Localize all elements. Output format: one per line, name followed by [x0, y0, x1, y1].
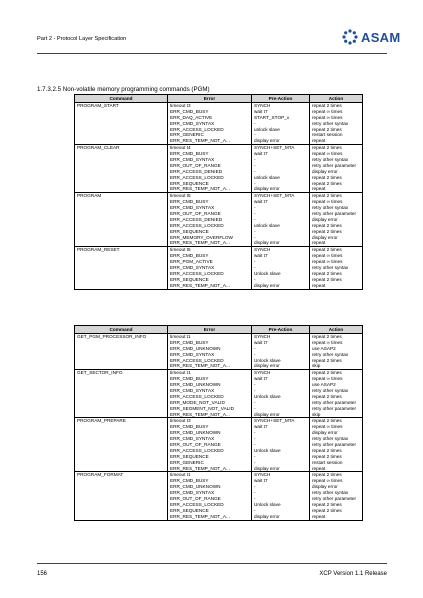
- action-line: retry other syntax: [312, 436, 349, 442]
- pre-action-line: -: [254, 205, 256, 211]
- footer-rule: [37, 563, 387, 564]
- pre-action-line: -: [254, 162, 256, 168]
- error-line: ERR_CMD_BUSY: [170, 478, 209, 484]
- pre-action-line: Unlock slave: [254, 501, 281, 507]
- error-line: ERR_MODE_NOT_VALID: [170, 399, 225, 405]
- error-line: ERR_OUT_OF_RANGE: [170, 496, 221, 502]
- error-line: ERR_DAQ_ACTIVE: [170, 114, 213, 120]
- error-cell: [168, 418, 252, 472]
- error-line: ERR_GENERIC: [170, 459, 204, 465]
- col-header-command: Command: [75, 326, 168, 334]
- command-cell: PROGRAM_PREPARE: [75, 418, 168, 472]
- pre-action-line: unlock slave: [254, 126, 280, 132]
- action-line: repeat 2 times: [312, 453, 342, 459]
- error-line: timeout t5: [170, 247, 191, 253]
- error-line: ERR_ACCESS_LOCKED: [170, 222, 224, 228]
- error-line: timeout t1: [170, 334, 191, 339]
- pre-action-line: -: [254, 399, 256, 405]
- error-line: ERR_CMD_SYNTAX: [170, 157, 215, 163]
- pre-action-line: display error: [254, 186, 280, 192]
- action-line: repeat: [312, 282, 326, 288]
- error-line: ERR_ACCESS_DENIED: [170, 216, 223, 222]
- error-line: ERR_CMD_SYNTAX: [170, 265, 215, 271]
- command-cell: GET_PGM_PROCESSOR_INFO: [75, 334, 168, 370]
- section-heading: 1.7.3.2.5 Non-volatile memory programming commands (PGM): [37, 86, 210, 93]
- pre-action-line: SYNCH: [254, 103, 271, 108]
- pre-action-line: SYNCH+SET_MTA: [254, 145, 295, 151]
- action-line: repeat 2 times: [312, 370, 342, 376]
- pre-action-line: unlock slave: [254, 222, 280, 228]
- pre-action-line: -: [254, 180, 256, 186]
- error-line: ERR_CMD_BUSY: [170, 376, 209, 382]
- pre-action-line: SYNCH: [254, 247, 271, 253]
- action-line: restart session: [312, 459, 343, 465]
- error-line: ERR_CMD_BUSY: [170, 339, 209, 345]
- action-line: repeat 2 times: [312, 393, 342, 399]
- pre-action-line: SYNCH+SET_MTA: [254, 193, 295, 199]
- error-line: ERR_PGM_ACTIVE: [170, 259, 213, 265]
- action-line: repeat 2 times: [312, 103, 342, 108]
- action-line: retry other parameter: [312, 162, 357, 168]
- pre-action-line: wait t7: [254, 253, 268, 259]
- action-line: use ASAP2: [312, 382, 336, 388]
- error-line: ERR_RES_TEMP_NOT_A...: [170, 240, 230, 246]
- pgm-commands-table-2: [74, 325, 363, 521]
- error-line: ERR_RES_TEMP_NOT_A...: [170, 186, 230, 192]
- error-line: timeout t3: [170, 418, 191, 424]
- error-line: ERR_CMD_SYNTAX: [170, 205, 215, 211]
- col-header-error: Error: [168, 326, 252, 334]
- pre-action-line: -: [254, 484, 256, 490]
- action-line: retry other parameter: [312, 496, 357, 502]
- pre-action-line: wait t7: [254, 151, 268, 157]
- asam-logo: [342, 29, 400, 45]
- error-line: ERR_CMD_UNKNOWN: [170, 382, 221, 388]
- pre-action-line: display error: [254, 282, 280, 288]
- pre-action-line: display error: [254, 465, 280, 471]
- action-line: repeat 2 times: [312, 193, 342, 199]
- pgm-commands-table-1: [74, 94, 363, 290]
- error-line: ERR_CMD_BUSY: [170, 151, 209, 157]
- error-line: ERR_ACCESS_LOCKED: [170, 501, 224, 507]
- table-row: [75, 103, 363, 145]
- pre-action-line: -: [254, 168, 256, 174]
- pre-action-line: -: [254, 388, 256, 394]
- header-rule: [37, 53, 387, 54]
- error-line: ERR_CMD_SYNTAX: [170, 351, 215, 357]
- error-cell: [168, 472, 252, 520]
- action-line: repeat ∞ times: [312, 253, 343, 259]
- error-line: ERR_ACCESS_LOCKED: [170, 393, 224, 399]
- error-line: ERR_ACCESS_LOCKED: [170, 447, 224, 453]
- pre-action-line: -: [254, 132, 256, 138]
- action-line: display error: [312, 168, 338, 174]
- pre-action-line: wait t7: [254, 339, 268, 345]
- action-cell: [310, 418, 363, 472]
- error-line: ERR_SEQUENCE: [170, 453, 209, 459]
- action-line: skip: [312, 363, 321, 369]
- action-line: retry other parameter: [312, 399, 357, 405]
- action-line: repeat ∞ times: [312, 424, 343, 430]
- pre-action-line: -: [254, 157, 256, 163]
- pre-action-cell: [252, 334, 310, 370]
- action-cell: [310, 145, 363, 193]
- action-line: repeat: [312, 240, 326, 246]
- error-line: ERR_RES_TEMP_NOT_A...: [170, 513, 230, 519]
- error-line: ERR_CMD_SYNTAX: [170, 436, 215, 442]
- error-line: ERR_OUT_OF_RANGE: [170, 162, 221, 168]
- error-line: ERR_MEMORY_OVERFLOW: [170, 234, 233, 240]
- action-line: repeat ∞ times: [312, 339, 343, 345]
- action-line: repeat ∞ times: [312, 376, 343, 382]
- table-row: [75, 145, 363, 193]
- asam-logo-text: ASAM: [361, 29, 401, 45]
- error-line: timeout t4: [170, 145, 191, 151]
- error-line: ERR_ACCESS_LOCKED: [170, 270, 224, 276]
- table-row: [75, 472, 363, 520]
- error-line: ERR_GENERIC: [170, 132, 204, 138]
- pre-action-line: -: [254, 211, 256, 217]
- pre-action-line: -: [254, 442, 256, 448]
- error-line: ERR_SEQUENCE: [170, 507, 209, 513]
- error-line: ERR_RES_TEMP_NOT_A...: [170, 363, 230, 369]
- action-cell: [310, 247, 363, 289]
- error-line: ERR_RES_TEMP_NOT_A...: [170, 138, 230, 144]
- error-line: ERR_OUT_OF_RANGE: [170, 211, 221, 217]
- action-line: retry other syntax: [312, 388, 349, 394]
- error-line: ERR_CMD_SYNTAX: [170, 388, 215, 394]
- action-line: repeat ∞ times: [312, 199, 343, 205]
- table-row: [75, 418, 363, 472]
- table-row: [75, 370, 363, 418]
- pre-action-line: SYNCH: [254, 472, 271, 478]
- action-line: display error: [312, 216, 338, 222]
- action-line: repeat ∞ times: [312, 478, 343, 484]
- error-line: ERR_ACCESS_LOCKED: [170, 357, 224, 363]
- pre-action-line: wait t7: [254, 478, 268, 484]
- action-line: retry other parameter: [312, 211, 357, 217]
- error-line: ERR_SEQUENCE: [170, 180, 209, 186]
- pre-action-line: SYNCH+SET_MTA: [254, 418, 295, 424]
- action-line: display error: [312, 430, 338, 436]
- action-line: repeat: [312, 465, 326, 471]
- pre-action-line: display error: [254, 138, 280, 144]
- action-line: retry other syntax: [312, 265, 349, 271]
- action-cell: [310, 103, 363, 145]
- asam-logo-icon: [342, 29, 358, 45]
- command-cell: PROGRAM: [75, 193, 168, 247]
- pre-action-line: -: [254, 228, 256, 234]
- col-header-action: Action: [310, 326, 363, 334]
- error-cell: [168, 193, 252, 247]
- action-line: retry other parameter: [312, 405, 357, 411]
- action-line: repeat ∞ times: [312, 108, 343, 114]
- error-cell: [168, 103, 252, 145]
- pre-action-cell: [252, 370, 310, 418]
- pre-action-line: wait t7: [254, 424, 268, 430]
- error-line: ERR_CMD_BUSY: [170, 108, 209, 114]
- action-line: skip: [312, 411, 321, 417]
- pre-action-line: START_STOP_x: [254, 114, 290, 120]
- action-line: display error: [312, 234, 338, 240]
- pre-action-cell: [252, 247, 310, 289]
- pre-action-line: Unlock slave: [254, 447, 281, 453]
- action-line: use ASAP2: [312, 345, 336, 351]
- pre-action-line: -: [254, 234, 256, 240]
- pre-action-line: -: [254, 405, 256, 411]
- action-line: repeat 2 times: [312, 507, 342, 513]
- action-line: repeat ∞ times: [312, 151, 343, 157]
- error-cell: [168, 334, 252, 370]
- error-line: ERR_CMD_SYNTAX: [170, 120, 215, 126]
- action-line: repeat 2 times: [312, 270, 342, 276]
- pre-action-cell: [252, 418, 310, 472]
- pre-action-line: -: [254, 276, 256, 282]
- error-line: ERR_CMD_UNKNOWN: [170, 484, 221, 490]
- action-line: retry other parameter: [312, 442, 357, 448]
- error-line: ERR_ACCESS_LOCKED: [170, 126, 224, 132]
- error-line: ERR_SEGMENT_NOT_VALID: [170, 405, 234, 411]
- col-header-error: Error: [168, 95, 252, 103]
- col-header-action: Action: [310, 95, 363, 103]
- pre-action-line: unlock slave: [254, 174, 280, 180]
- pre-action-line: -: [254, 490, 256, 496]
- pre-action-line: -: [254, 259, 256, 265]
- action-cell: [310, 334, 363, 370]
- pre-action-line: -: [254, 459, 256, 465]
- error-line: timeout t3: [170, 103, 191, 108]
- error-line: ERR_CMD_UNKNOWN: [170, 345, 221, 351]
- action-line: retry other syntax: [312, 120, 349, 126]
- error-line: ERR_OUT_OF_RANGE: [170, 442, 221, 448]
- pre-action-line: -: [254, 453, 256, 459]
- error-line: timeout t1: [170, 370, 191, 376]
- pre-action-line: Unlock slave: [254, 270, 281, 276]
- action-line: repeat 2 times: [312, 334, 342, 339]
- pre-action-cell: [252, 472, 310, 520]
- table-row: [75, 334, 363, 370]
- error-line: ERR_CMD_SYNTAX: [170, 490, 215, 496]
- action-line: repeat ∞ times: [312, 259, 343, 265]
- action-line: repeat: [312, 186, 326, 192]
- pre-action-line: display error: [254, 513, 280, 519]
- release-label: XCP Version 1.1 Release: [319, 571, 387, 577]
- action-line: retry other syntax: [312, 490, 349, 496]
- command-cell: GET_SECTOR_INFO: [75, 370, 168, 418]
- action-line: retry other syntax: [312, 157, 349, 163]
- table-row: [75, 247, 363, 289]
- action-cell: [310, 193, 363, 247]
- error-line: ERR_SEQUENCE: [170, 228, 209, 234]
- col-header-pre-action: Pre-Action: [252, 326, 310, 334]
- action-line: repeat: [312, 513, 326, 519]
- action-line: repeat 2 times: [312, 180, 342, 186]
- error-line: ERR_RES_TEMP_NOT_A...: [170, 465, 230, 471]
- error-line: ERR_CMD_BUSY: [170, 199, 209, 205]
- action-line: restart session: [312, 132, 343, 138]
- pre-action-line: -: [254, 265, 256, 271]
- action-line: repeat 2 times: [312, 222, 342, 228]
- error-cell: [168, 247, 252, 289]
- error-cell: [168, 370, 252, 418]
- command-cell: PROGRAM_START: [75, 103, 168, 145]
- pre-action-line: display error: [254, 363, 280, 369]
- command-cell: PROGRAM_FORMAT: [75, 472, 168, 520]
- action-line: repeat 2 times: [312, 276, 342, 282]
- action-line: repeat 2 times: [312, 472, 342, 478]
- error-line: ERR_ACCESS_DENIED: [170, 168, 223, 174]
- error-line: ERR_RES_TEMP_NOT_A...: [170, 282, 230, 288]
- col-header-pre-action: Pre-Action: [252, 95, 310, 103]
- table-row: [75, 193, 363, 247]
- document-part-title: Part 2 - Protocol Layer Specification: [37, 36, 127, 42]
- pre-action-line: -: [254, 507, 256, 513]
- action-line: repeat 2 times: [312, 174, 342, 180]
- page-number: 156: [37, 571, 48, 577]
- pre-action-line: Unlock slave: [254, 393, 281, 399]
- pre-action-line: wait t7: [254, 199, 268, 205]
- action-line: repeat 2 times: [312, 145, 342, 151]
- pre-action-line: display error: [254, 240, 280, 246]
- action-cell: [310, 370, 363, 418]
- action-line: retry other syntax: [312, 205, 349, 211]
- pre-action-line: -: [254, 496, 256, 502]
- pre-action-line: Unlock slave: [254, 357, 281, 363]
- pre-action-line: -: [254, 351, 256, 357]
- pre-action-cell: [252, 193, 310, 247]
- error-line: ERR_CMD_BUSY: [170, 424, 209, 430]
- pre-action-line: -: [254, 120, 256, 126]
- pre-action-line: -: [254, 436, 256, 442]
- error-line: ERR_ACCESS_LOCKED: [170, 174, 224, 180]
- action-line: display error: [312, 484, 338, 490]
- pre-action-line: SYNCH: [254, 334, 271, 339]
- action-line: repeat: [312, 138, 326, 144]
- col-header-command: Command: [75, 95, 168, 103]
- pre-action-line: -: [254, 345, 256, 351]
- action-line: repeat ∞ times: [312, 114, 343, 120]
- action-line: repeat 2 times: [312, 126, 342, 132]
- action-line: repeat 2 times: [312, 501, 342, 507]
- action-line: retry other syntax: [312, 351, 349, 357]
- pre-action-cell: [252, 103, 310, 145]
- action-line: repeat 2 times: [312, 247, 342, 253]
- error-line: ERR_SEQUENCE: [170, 276, 209, 282]
- error-line: ERR_CMD_UNKNOWN: [170, 430, 221, 436]
- action-line: repeat 2 times: [312, 228, 342, 234]
- error-cell: [168, 145, 252, 193]
- pre-action-line: -: [254, 430, 256, 436]
- pre-action-line: wait t7: [254, 108, 268, 114]
- error-line: ERR_RES_TEMP_NOT_A...: [170, 411, 230, 417]
- action-line: repeat 2 times: [312, 357, 342, 363]
- action-line: repeat 2 times: [312, 447, 342, 453]
- error-line: timeout t5: [170, 193, 191, 199]
- pre-action-line: wait t7: [254, 376, 268, 382]
- command-cell: PROGRAM_CLEAR: [75, 145, 168, 193]
- action-cell: [310, 472, 363, 520]
- pre-action-cell: [252, 145, 310, 193]
- pre-action-line: display error: [254, 411, 280, 417]
- pre-action-line: -: [254, 382, 256, 388]
- pre-action-line: -: [254, 216, 256, 222]
- command-cell: PROGRAM_RESET: [75, 247, 168, 289]
- action-line: repeat 2 times: [312, 418, 342, 424]
- pre-action-line: SYNCH: [254, 370, 271, 376]
- error-line: ERR_CMD_BUSY: [170, 253, 209, 259]
- error-line: timeout t1: [170, 472, 191, 478]
